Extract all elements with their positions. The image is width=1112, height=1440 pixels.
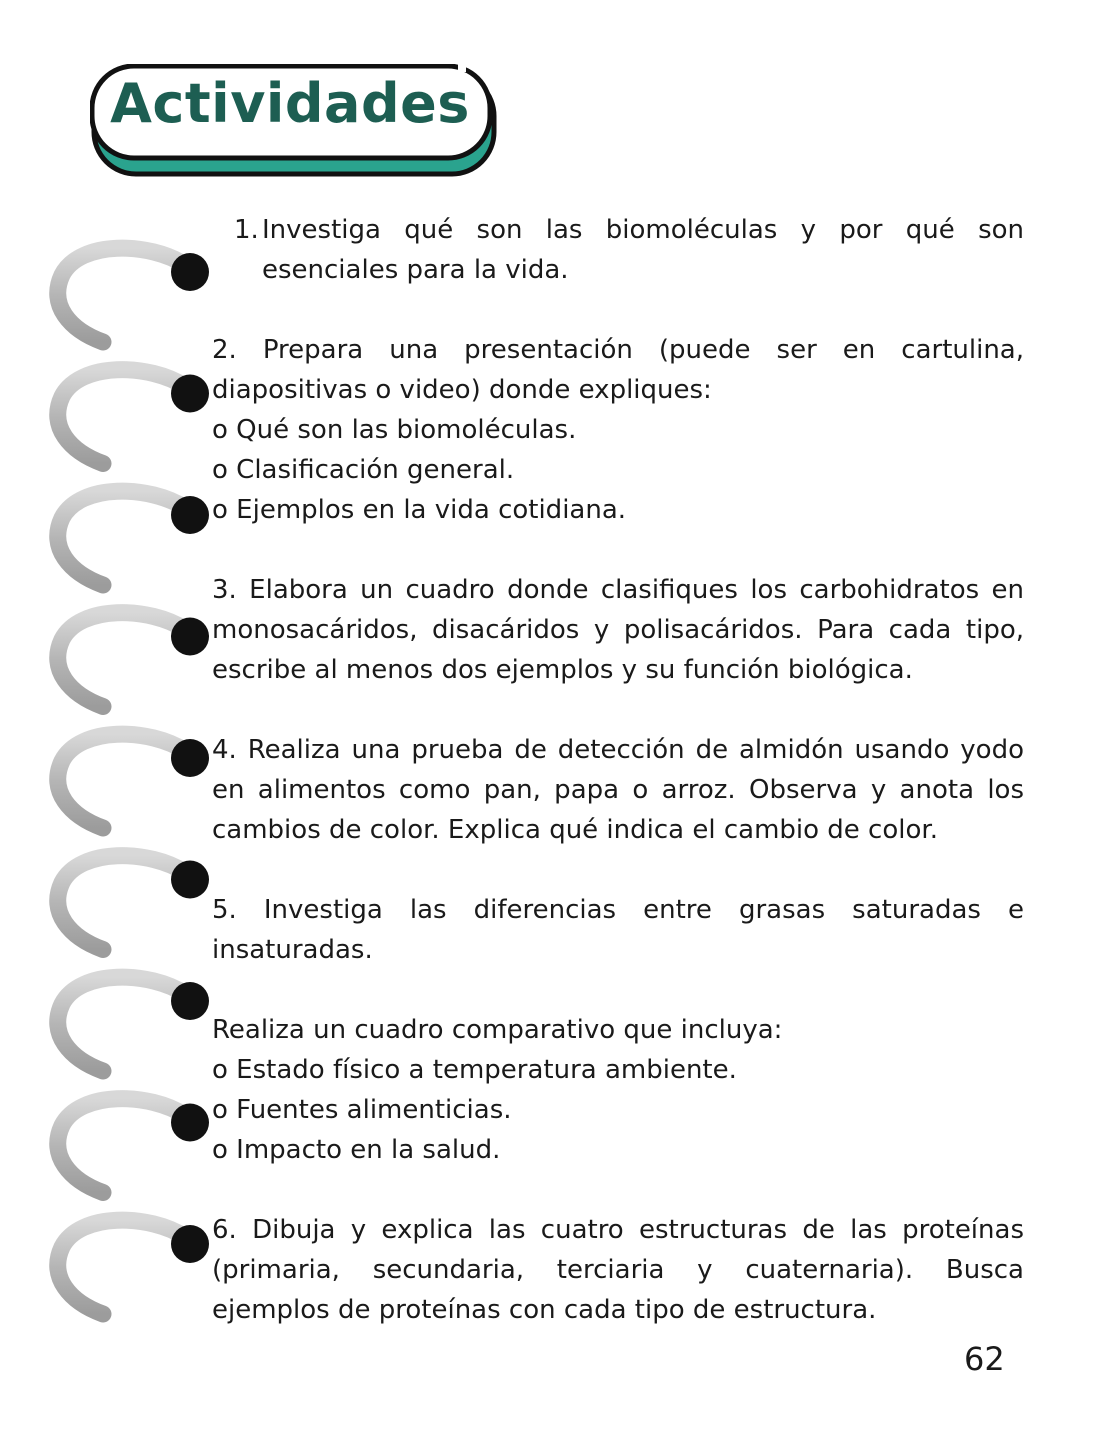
activity-1-text: Investiga qué son las biomoléculas y por qué son esenciales para la vida. — [262, 215, 1024, 285]
binding-ring — [58, 491, 209, 585]
binding-ring-wire — [58, 1099, 185, 1193]
binding-hole — [171, 496, 209, 534]
spiral-binding — [0, 0, 230, 1440]
activity-1-number: 1. — [234, 215, 259, 245]
activity-6: 6. Dibuja y explica las cuatro estructuras de las proteínas (primaria, secundaria, terciaria y cuaternaria). Busca ejemplos de proteínas con cada tipo de estructura. — [212, 1215, 1024, 1325]
binding-ring — [58, 1099, 209, 1193]
activity-2-text: 2. Prepara una presentación (puede ser en cartulina, diapositivas o video) donde expliques: — [212, 335, 1024, 405]
binding-ring — [58, 248, 209, 342]
binding-ring-wire — [58, 248, 185, 342]
activity-2 — [212, 330, 1024, 530]
activity-1 — [212, 210, 1024, 290]
binding-ring-wire — [58, 370, 185, 464]
binding-ring-wire — [58, 734, 185, 828]
binding-ring-wire — [58, 1220, 185, 1314]
binding-hole — [171, 618, 209, 656]
activity-2-bullet: o Ejemplos en la vida cotidiana. — [212, 495, 627, 525]
binding-hole — [171, 739, 209, 777]
activity-5: 5. Investiga las diferencias entre grasas saturadas e insaturadas. — [212, 895, 1024, 965]
binding-ring — [58, 613, 209, 707]
binding-ring — [58, 1220, 209, 1314]
activity-2-bullet: o Clasificación general. — [212, 455, 515, 485]
activity-5-bullet: o Estado físico a temperatura ambiente. — [212, 1055, 737, 1085]
binding-ring-wire — [58, 491, 185, 585]
binding-ring — [58, 370, 209, 464]
binding-ring — [58, 734, 209, 828]
activity-2-bullet: o Qué son las biomoléculas. — [212, 415, 577, 445]
page-title: Actividades — [110, 72, 470, 135]
binding-ring-wire — [58, 856, 185, 950]
activity-4: 4. Realiza una prueba de detección de almidón usando yodo en alimentos como pan, papa o arroz. Observa y anota los cambios de color. Explica qué indica el cambio de color. — [212, 735, 1024, 845]
activity-3: 3. Elabora un cuadro donde clasifiques los carbohidratos en monosacáridos, disacáridos y polisacáridos. Para cada tipo, escribe al menos dos ejemplos y su función biológica. — [212, 575, 1024, 685]
binding-hole — [171, 253, 209, 291]
activity-5-intro: Realiza un cuadro comparativo que incluya: — [212, 1015, 783, 1045]
binding-ring — [58, 856, 209, 950]
binding-ring-wire — [58, 613, 185, 707]
binding-hole — [171, 1104, 209, 1142]
activity-5-comparison — [212, 1010, 1024, 1170]
page-number: 62 — [964, 1340, 1005, 1378]
activity-5-bullet: o Fuentes alimenticias. — [212, 1095, 512, 1125]
binding-hole — [171, 1225, 209, 1263]
activity-5-bullet: o Impacto en la salud. — [212, 1135, 501, 1165]
binding-hole — [171, 375, 209, 413]
binding-hole — [171, 861, 209, 899]
activities-list — [212, 210, 1024, 1330]
binding-ring — [58, 977, 209, 1071]
binding-hole — [171, 982, 209, 1020]
binding-ring-wire — [58, 977, 185, 1071]
